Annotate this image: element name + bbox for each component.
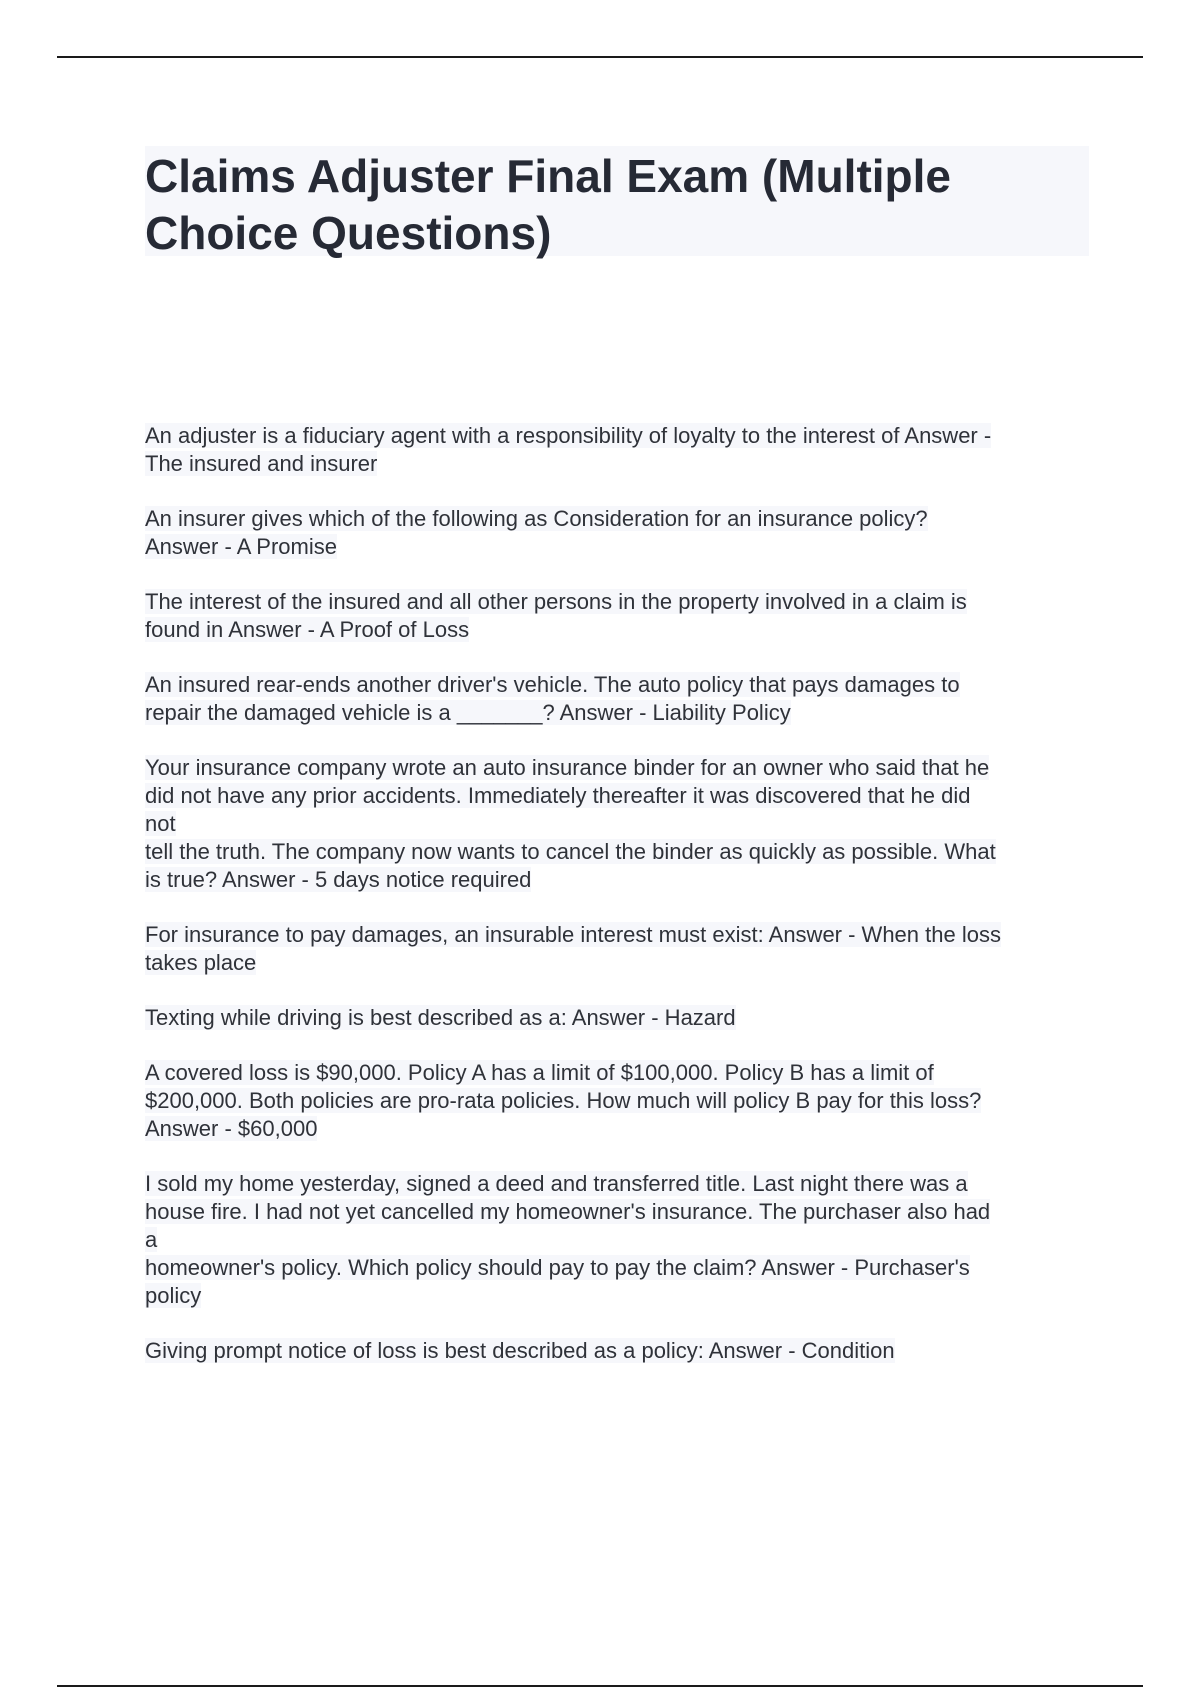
qa-item-9 [145,1170,1090,1310]
qa-text: Your insurance company wrote an auto insurance binder for an owner who said that he did not have any prior accidents. Immediately thereafter it was discovered that he did not tell the truth. The company now wants to cancel the binder as quickly as possible. What is true? Answer - 5 days notice required [145,755,996,892]
document-title: Claims Adjuster Final Exam (Multiple Choice Questions) [145,150,952,259]
qa-item-3 [145,588,1090,644]
qa-text: An insured rear-ends another driver's vehicle. The auto policy that pays damages to repair the damaged vehicle is a _______? Answer - Liability Policy [145,672,960,725]
qa-item-10 [145,1337,1090,1365]
qa-text: An adjuster is a fiduciary agent with a responsibility of loyalty to the interest of Answer - The insured and insurer [145,423,992,476]
qa-item-6 [145,921,1090,977]
qa-item-1 [145,422,1090,478]
qa-text: Giving prompt notice of loss is best described as a policy: Answer - Condition [145,1338,895,1363]
qa-item-8 [145,1059,1090,1143]
qa-text: Texting while driving is best described as a: Answer - Hazard [145,1005,736,1030]
qa-text: A covered loss is $90,000. Policy A has a limit of $100,000. Policy B has a limit of $200,000. Both policies are pro-rata policies. How much will policy B pay for this loss? Answer - $60,000 [145,1060,982,1141]
qa-text: An insurer gives which of the following as Consideration for an insurance policy? Answer - A Promise [145,506,928,559]
qa-text: The interest of the insured and all other persons in the property involved in a claim is found in Answer - A Proof of Loss [145,589,967,642]
top-rule [57,56,1143,58]
qa-item-7 [145,1004,1090,1032]
qa-text: I sold my home yesterday, signed a deed and transferred title. Last night there was a house fire. I had not yet cancelled my homeowner's insurance. The purchaser also had a homeowner's policy. Which policy should pay to pay the claim? Answer - Purchaser's policy [145,1171,991,1308]
bottom-rule [57,1685,1143,1687]
qa-text: For insurance to pay damages, an insurable interest must exist: Answer - When the loss takes place [145,922,1001,975]
title-block [145,146,1089,259]
qa-item-2 [145,505,1090,561]
qa-item-4 [145,671,1090,727]
qa-item-5 [145,754,1090,894]
question-answer-list [145,422,1090,1365]
